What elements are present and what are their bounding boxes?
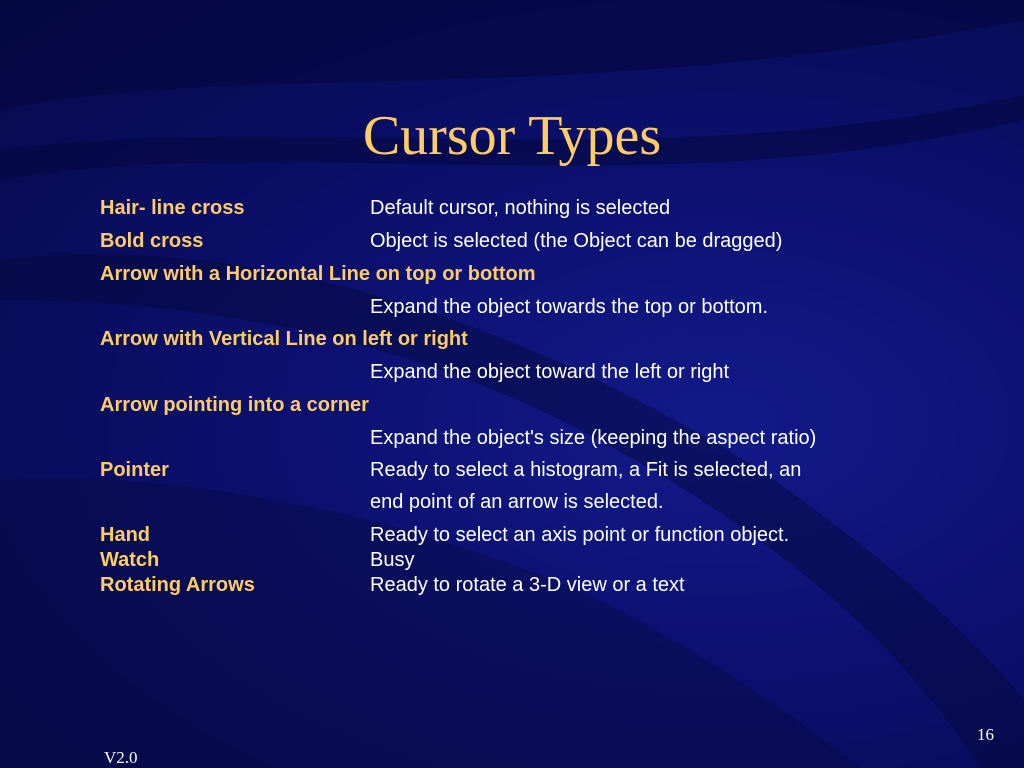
cursor-row [0, 573, 1024, 601]
version-label: V2.0 [104, 748, 138, 767]
cursor-description: end point of an arrow is selected. [370, 491, 664, 513]
cursor-term: Hair- line cross [100, 197, 245, 219]
cursor-description: Ready to select a histogram, a Fit is selected, an [370, 459, 802, 481]
cursor-description: Default cursor, nothing is selected [370, 197, 671, 219]
cursor-row [0, 458, 1024, 486]
cursor-row [0, 295, 1024, 323]
cursor-description: Expand the object's size (keeping the aspect ratio) [370, 427, 817, 449]
cursor-row [0, 548, 1024, 576]
cursor-row [0, 229, 1024, 257]
cursor-row [0, 490, 1024, 518]
cursor-term: Hand [100, 524, 150, 546]
cursor-term: Arrow with Vertical Line on left or right [100, 328, 468, 350]
cursor-description: Object is selected (the Object can be dragged) [370, 230, 783, 252]
cursor-description: Busy [370, 549, 415, 571]
cursor-term: Bold cross [100, 230, 204, 252]
cursor-term: Watch [100, 549, 160, 571]
cursor-term: Arrow with a Horizontal Line on top or bottom [100, 263, 536, 285]
cursor-description: Expand the object toward the left or right [370, 361, 730, 383]
cursor-row [0, 327, 1024, 355]
cursor-row [0, 262, 1024, 290]
cursor-row [0, 393, 1024, 421]
cursor-term: Rotating Arrows [100, 574, 255, 596]
slide-title: Cursor Types [362, 105, 662, 167]
cursor-description: Ready to select an axis point or function object. [370, 524, 790, 546]
cursor-description: Expand the object towards the top or bottom. [370, 296, 769, 318]
cursor-term: Pointer [100, 459, 169, 481]
cursor-description: Ready to rotate a 3-D view or a text [370, 574, 685, 596]
cursor-row [0, 523, 1024, 551]
page-number: 16 [977, 725, 994, 744]
cursor-term: Arrow pointing into a corner [100, 394, 369, 416]
cursor-row [0, 196, 1024, 224]
cursor-row [0, 426, 1024, 454]
cursor-row [0, 360, 1024, 388]
